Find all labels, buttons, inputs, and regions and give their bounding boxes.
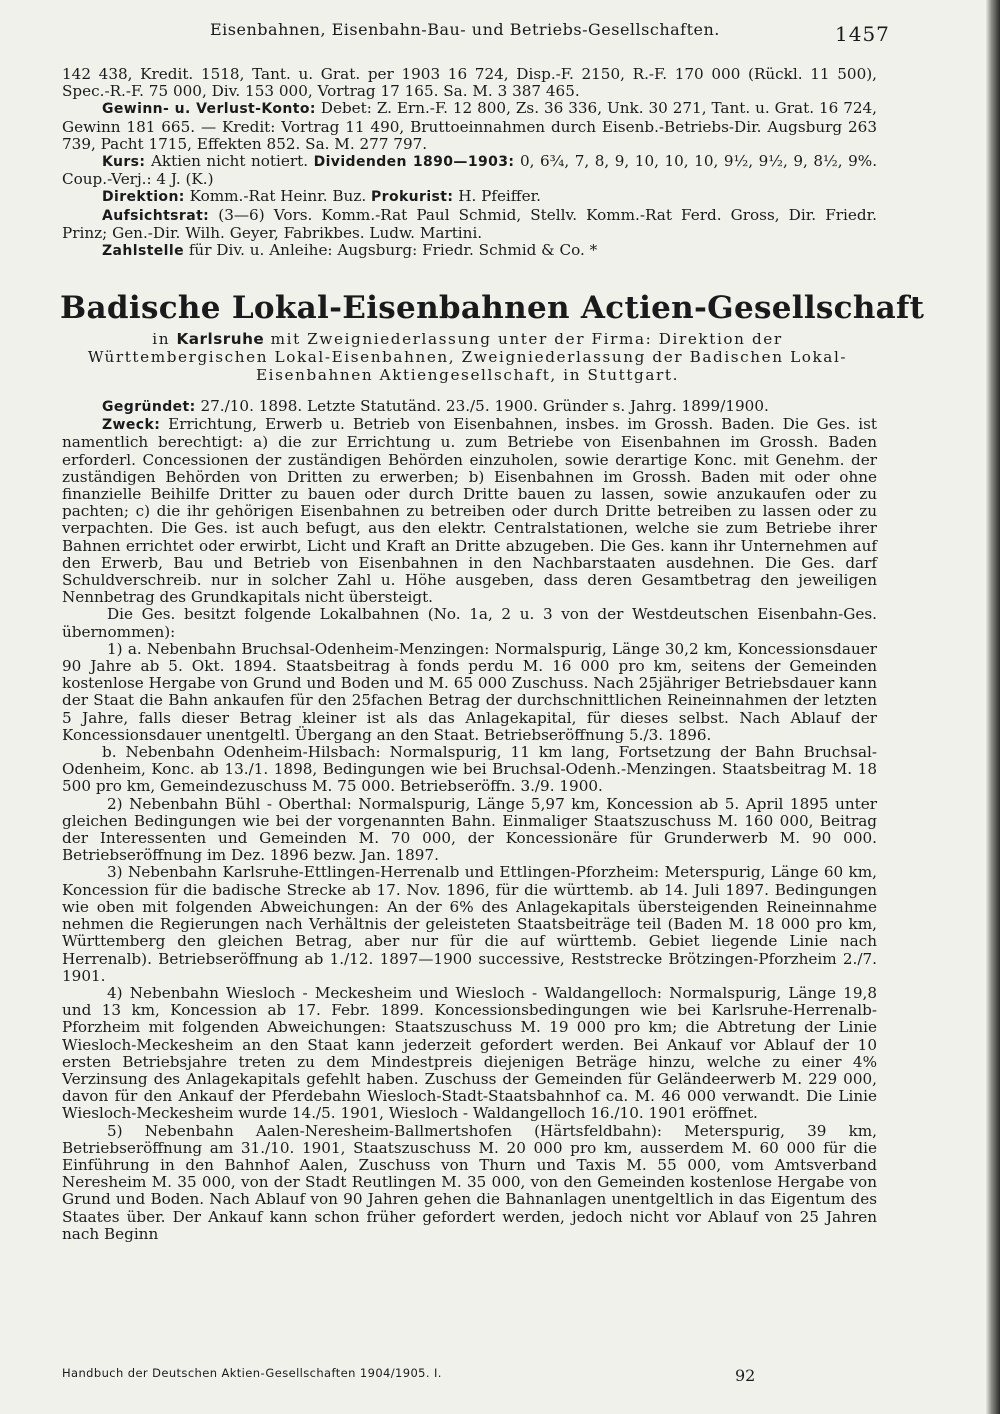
list-item: 4) Nebenbahn Wiesloch - Meckesheim und Wiesloch - Waldangelloch: Normalspurig, Länge 19,8 und 13 km, Koncession ab 17. Febr. 1899. Koncessionsbedingungen wie bei Karlsruhe-Herrenalb-Pforzheim mit folgenden Abweichungen: Staatszuschuss M. 19 000 pro km; die Abtretung der Linie Wiesloch-Meckesheim an den Staat kann jederzeit gefordert werden. Bei Ankauf vor Ablauf der 10 ersten Betriebsjahre treten zu dem Mindestpreis diejenigen Beträge hinzu, welche zu einer 4% Verzinsung des Anlagekapitals gefehlt haben. Zuschuss der Gemeinden für Geländeerwerb M. 229 000, davon für den Ankauf der Pferdebahn Wiesloch-Stadt-Staatsbahnhof ca. M. 46 000 verwandt. Die Linie Wiesloch-Meckesheim wurde 14./5. 1901, Wiesloch - Waldangelloch 16./10. 1901 eröffnet. [62, 983, 877, 1123]
page-number: 1457 [835, 22, 890, 46]
list-item: 2) Nebenbahn Bühl - Oberthal: Normalspurig, Länge 5,97 km, Koncession ab 5. April 1895 unter gleichen Bedingungen wie bei der vorgenannten Bahn. Einmaliger Staatszuschuss M. 160 000, Beitrag der Interessenten und Gemeinden M. 70 000, der Koncessionäre für Grunderwerb M. 90 000. Betriebseröffnung im Dez. 1896 bezw. Jan. 1897. [62, 794, 877, 865]
company-body [62, 398, 877, 1243]
company-title: Badische Lokal-Eisenbahnen Actien-Gesellschaft [60, 290, 925, 326]
company-city: Karlsruhe [176, 330, 265, 348]
signature-mark: 92 [735, 1366, 756, 1385]
paying-agent: Zahlstelle für Div. u. Anleihe: Augsburg: Friedr. Schmid & Co. * [102, 241, 598, 260]
railway-holdings-intro: Die Ges. besitzt folgende Lokalbahnen (No. 1a, 2 u. 3 von der Westdeutschen Eisenbahn-Ges. übernommen): [62, 605, 877, 641]
purpose: Zweck: Errichtung, Erwerb u. Betrieb von Eisenbahnen, insbes. im Grossh. Baden. Die Ges. ist namentlich berechtigt: a) die zur Errichtung u. zum Betriebe von Eisenbahnen im Grossh. Baden erforderl. Concessionen der zuständigen Behörden einzuholen, sowie derartige Konc. mit Genehm. der zuständigen Behörden von Dritten zu erwerben; b) Eisenbahnen im Grossh. Baden mit oder ohne finanzielle Beihilfe Dritter zu bauen oder durch Dritte bauen zu lassen, sowie anzukaufen oder zu pachten; c) die ihr gehörigen Eisenbahnen zu betreiben oder durch Dritte betreiben zu lassen oder zu verpachten. Die Ges. ist auch befugt, aus den elektr. Centralstationen, welche sie zum Betriebe ihrer Bahnen errichtet oder erwirbt, Licht und Kraft an Dritte abzugeben. Die Ges. kann ihr Unternehmen auf den Erwerb, Bau und Betrieb von Eisenbahnen in den Nachbarstaaten ausdehnen. Die Ges. darf Schuldverschreib. nur in solcher Zahl u. Höhe ausgeben, dass deren Gesamtbetrag den jeweiligen Nennbetrag des Grundkapitals nicht übersteigt. [62, 415, 877, 607]
management: Direktion: Komm.-Rat Heinr. Buz. Prokurist: H. Pfeiffer. [102, 187, 541, 206]
previous-company-section [62, 66, 877, 260]
share-price-dividends: Kurs: Aktien nicht notiert. Dividenden 1890—1903: 0, 6¾, 7, 8, 9, 10, 10, 10, 9½, 9½, 9, 8½, 9%. Coup.-Verj.: 4 J. (K.) [62, 152, 878, 189]
book-spine-shadow [986, 0, 1000, 1414]
profit-loss-account: Gewinn- u. Verlust-Konto: Debet: Z. Ern.-F. 12 800, Zs. 36 336, Unk. 30 271, Tant. u. Grat. 16 724, Gewinn 181 665. — Kredit: Vortrag 11 490, Bruttoeinnahmen durch Eisenb.-Betriebs-Dir. Augsburg 263 739, Pacht 1715, Effekten 852. Sa. M. 277 797. [62, 99, 878, 153]
list-item: b. Nebenbahn Odenheim-Hilsbach: Normalspurig, 11 km lang, Fortsetzung der Bahn Bruchsal-Odenheim, Konc. ab 13./1. 1898, Bedingungen wie bei Bruchsal-Odenh.-Menzingen. Staatsbeitrag M. 18 500 pro km, Gemeindezuschuss M. 75 000. Betriebseröffn. 3./9. 1900. [62, 743, 877, 796]
list-item: 5) Nebenbahn Aalen-Neresheim-Ballmertshofen (Härtsfeldbahn): Meterspurig, 39 km, Betriebseröffnung am 31./10. 1901, Staatszuschuss M. 20 000 pro km, ausserdem M. 60 000 für die Einführung in den Bahnhof Aalen, Zuschuss von Thurn und Taxis M. 55 000, vom Amtsverband Neresheim M. 35 000, von der Stadt Reutlingen M. 35 000, von den Gemeinden kostenlose Hergabe von Grund und Boden. Nach Ablauf von 90 Jahren gehen die Bahnanlagen unentgeltlich in das Eigentum des Staates über. Der Ankauf kann schon früher gefordert werden, jedoch nicht vor Ablauf von 25 Jahren nach Beginn [62, 1121, 877, 1243]
footer-source: Handbuch der Deutschen Aktien-Gesellschaften 1904/1905. I. [62, 1366, 442, 1380]
supervisory-board: Aufsichtsrat: (3—6) Vors. Komm.-Rat Paul Schmid, Stellv. Komm.-Rat Ferd. Gross, Dir. Friedr. Prinz; Gen.-Dir. Wilh. Geyer, Fabrikbes. Ludw. Martini. [62, 205, 878, 242]
list-item: 3) Nebenbahn Karlsruhe-Ettlingen-Herrenalb und Ettlingen-Pforzheim: Meterspurig, Länge 60 km, Koncession für die badische Strecke ab 17. Nov. 1896, für die württemb. ab 14. Juli 1897. Bedingungen wie oben mit folgenden Abweichungen: An der 6% des Anlagekapitals übersteigenden Reineinnahme nehmen die Regierungen nach Verhältnis der geleisteten Staatsbeiträge teil (Baden M. 18 000 pro km, Württemberg den gleichen Betrag, aber nur für die auf württemb. Gebiet liegende Linie nach Herrenalb). Betriebseröffnung ab 1./12. 1897—1900 successive, Reststrecke Brötzingen-Pforzheim 2./7. 1901. [62, 863, 877, 985]
balance-continuation: 142 438, Kredit. 1518, Tant. u. Grat. per 1903 16 724, Disp.-F. 2150, R.-F. 170 000 (Rückl. 11 500), Spec.-R.-F. 75 000, Div. 153 000, Vortrag 17 165. Sa. M. 3 387 465. [62, 65, 877, 101]
company-subtitle: in Karlsruhe mit Zweigniederlassung unter der Firma: Direktion der Württembergischen Lokal-Eisenbahnen, Zweigniederlassung der Badischen Lokal-Eisenbahnen Aktiengesellschaft, in Stuttgart. [87, 330, 848, 384]
running-header: Eisenbahnen, Eisenbahn-Bau- und Betriebs-Gesellschaften. [210, 20, 720, 39]
list-item: 1) a. Nebenbahn Bruchsal-Odenheim-Menzingen: Normalspurig, Länge 30,2 km, Koncessionsdauer 90 Jahre ab 5. Okt. 1894. Staatsbeitrag à fonds perdu M. 16 000 pro km, seitens der Gemeinden kostenlose Hergabe von Grund und Boden und M. 65 000 Zuschuss. Nach 25jähriger Betriebsdauer kann der Staat die Bahn ankaufen für den 25fachen Betrag der durchschnittlichen Reineinnahmen der letzten 5 Jahre, falls dieser Betrag kleiner ist als das Anlagekapital, für dieses selbst. Nach Ablauf der Koncessionsdauer unentgeltl. Übergang an den Staat. Betriebseröffnung 5./3. 1896. [62, 639, 877, 744]
founded: Gegründet: 27./10. 1898. Letzte Statutänd. 23./5. 1900. Gründer s. Jahrg. 1899/1900. [102, 397, 769, 415]
